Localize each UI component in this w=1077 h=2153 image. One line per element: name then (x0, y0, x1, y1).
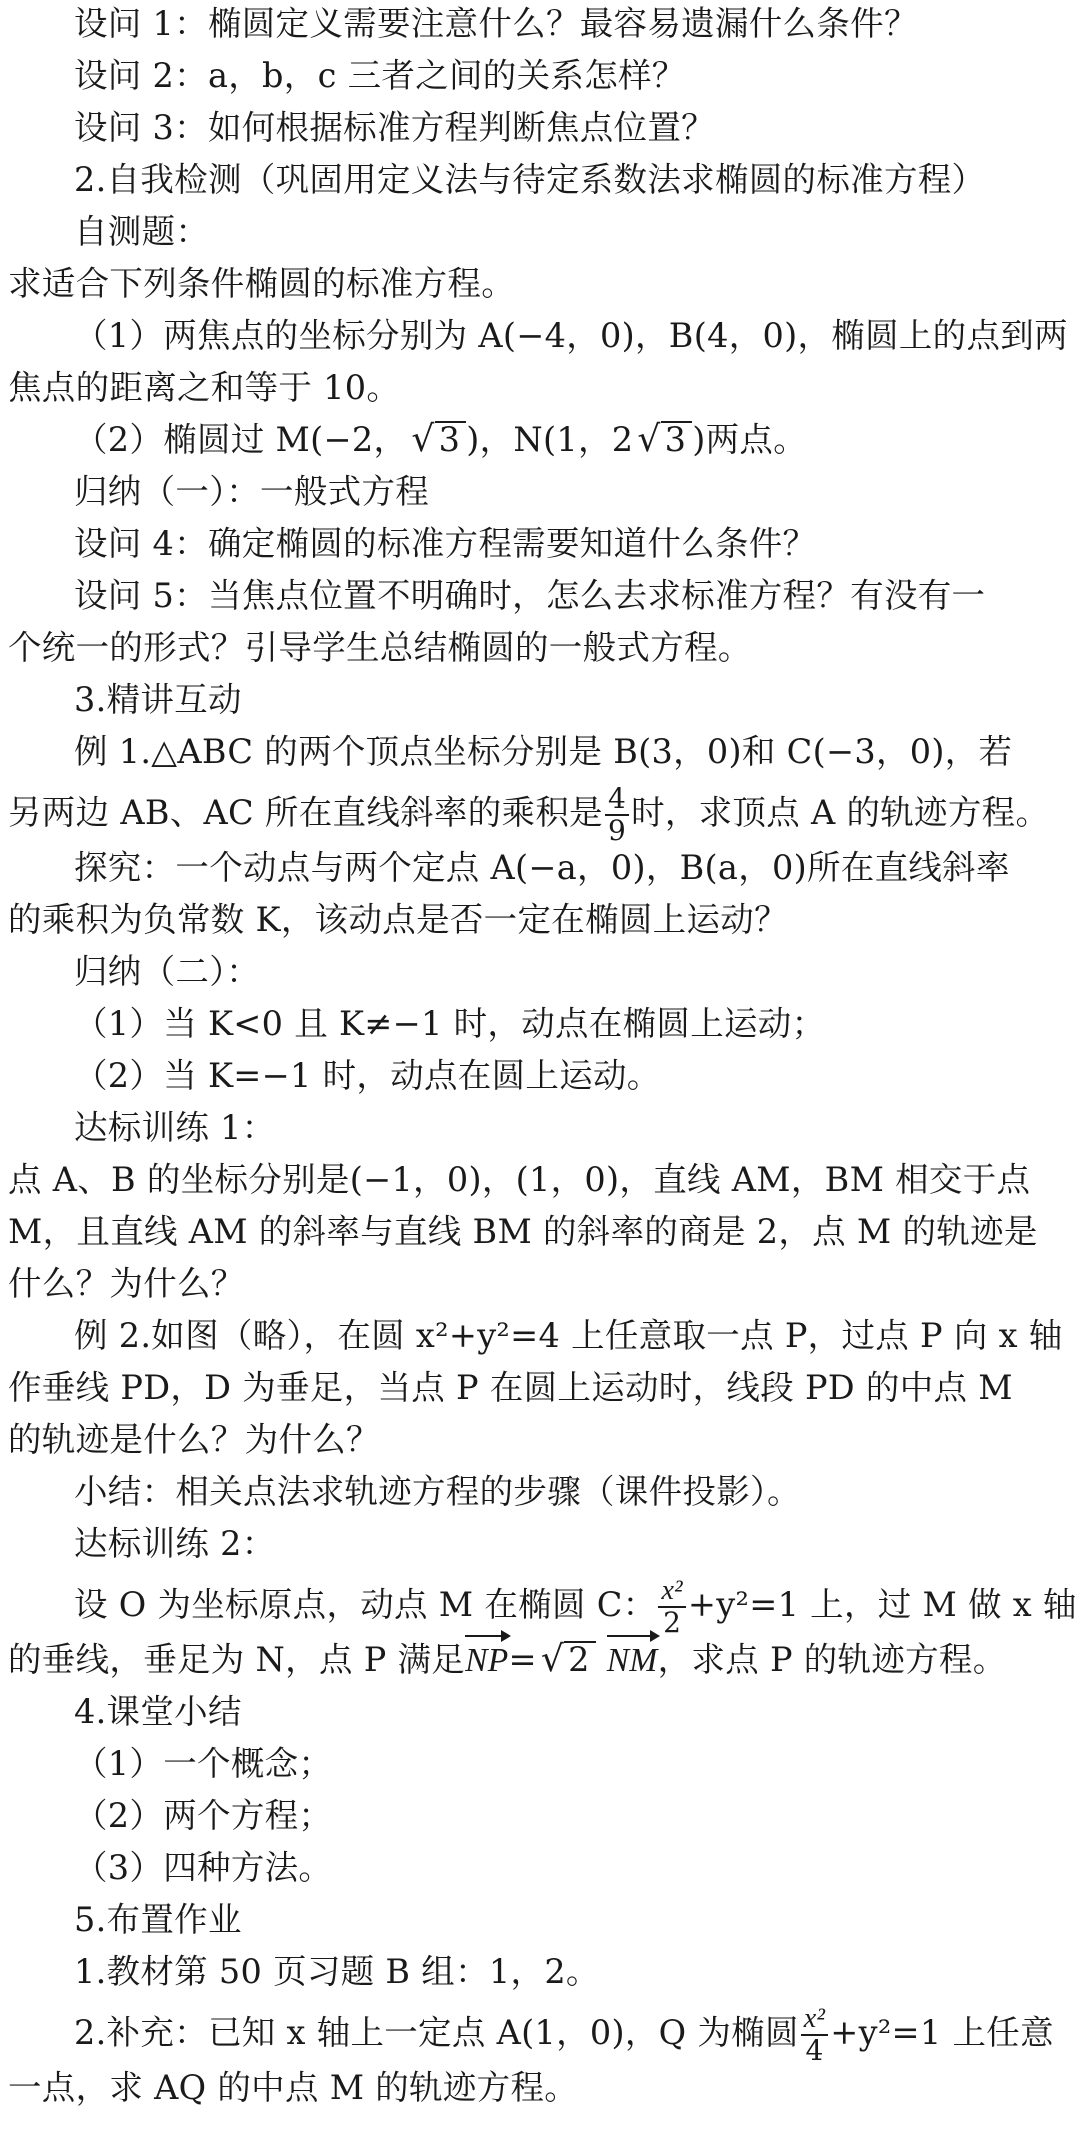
self-test-prompt: 求适合下列条件椭圆的标准方程。 (8, 264, 515, 303)
fraction-x2-over-2: $\frac{\text{x²}}{2}$ (658, 1576, 685, 1638)
sqrt-3-a: √ 3 (407, 420, 466, 460)
section-lecture: 3.精讲互动 (74, 680, 242, 719)
problem-2-suffix: )两点。 (692, 420, 808, 459)
example-1-prefix: 另两边 AB、AC 所在直线斜率的乘积是 (8, 793, 603, 832)
training-2-prefix: 设 O 为坐标原点，动点 M 在椭圆 C： (74, 1585, 657, 1624)
section-self-check: 2.自我检测（巩固用定义法与待定系数法求椭圆的标准方程） (74, 160, 986, 199)
problem-2 (0, 420, 1006, 460)
vector-np: NP (465, 1641, 508, 1681)
problem-1-line-1: （1）两焦点的坐标分别为 A(−4，0)，B(4，0)，椭圆上的点到两 (74, 316, 1068, 355)
training-1-line-3: 什么？为什么？ (8, 1264, 245, 1303)
summary-2-heading: 归纳（二）： (74, 952, 261, 991)
vector-arrow-icon (607, 1635, 658, 1647)
vector-nm: NM (607, 1641, 658, 1681)
section-homework: 5.布置作业 (74, 1900, 242, 1939)
homework-item-1: 1.教材第 50 页习题 B 组：1，2。 (74, 1952, 600, 1991)
class-summary-item-3: （3）四种方法。 (74, 1848, 333, 1887)
method-summary: 小结：相关点法求轨迹方程的步骤（课件投影）。 (74, 1472, 801, 1511)
training-2b-prefix: 的垂线，垂足为 N，点 P 满足 (8, 1640, 466, 1679)
question-5-line-1: 设问 5：当焦点位置不明确时，怎么去求标准方程？有没有一 (74, 576, 986, 615)
example-2-line-3: 的轨迹是什么？为什么？ (8, 1420, 380, 1459)
example-2-line-2: 作垂线 PD，D 为垂足，当点 P 在圆上运动时，线段 PD 的中点 M (8, 1368, 1013, 1407)
sqrt-3-b: √ 3 (633, 420, 692, 460)
example-2-line-1: 例 2.如图（略），在圆 x²+y²=4 上任意取一点 P，过点 P 向 x 轴 (74, 1316, 1063, 1355)
question-1: 设问 1：椭圆定义需要注意什么？最容易遗漏什么条件？ (74, 4, 918, 43)
self-test-heading: 自测题： (74, 212, 210, 251)
explore-line-1: 探究：一个动点与两个定点 A(−a，0)，B(a，0)所在直线斜率 (74, 848, 1010, 887)
sqrt-2: √ 2 (537, 1640, 596, 1680)
homework-item-2-line-2: 一点，求 AQ 的中点 M 的轨迹方程。 (8, 2068, 579, 2107)
training-1-line-1: 点 A、B 的坐标分别是(−1，0)，(1，0)，直线 AM，BM 相交于点 (8, 1160, 1031, 1199)
problem-1-line-2: 焦点的距离之和等于 10。 (8, 368, 401, 407)
class-summary-item-1: （1）一个概念； (74, 1744, 333, 1783)
question-2: 设问 2：a，b，c 三者之间的关系怎样？ (74, 56, 686, 95)
explore-line-2: 的乘积为负常数 K，该动点是否一定在椭圆上运动？ (8, 900, 788, 939)
example-1-line-2 (0, 782, 1050, 847)
homework-2-suffix: +y²=1 上任意 (830, 2013, 1054, 2052)
question-4: 设问 4：确定椭圆的标准方程需要知道什么条件？ (74, 524, 817, 563)
homework-2-prefix: 2.补充：已知 x 轴上一定点 A(1，0)，Q 为椭圆 (74, 2013, 799, 2052)
question-5-line-2: 个统一的形式？引导学生总结椭圆的一般式方程。 (8, 628, 752, 667)
training-2-suffix: +y²=1 上，过 M 做 x 轴 (687, 1585, 1077, 1624)
problem-2-prefix: （2）椭圆过 M(−2， (74, 420, 408, 459)
training-2-line-1 (0, 1575, 1077, 1639)
summary-2-item-1: （1）当 K<0 且 K≠−1 时，动点在椭圆上运动； (74, 1004, 826, 1043)
summary-2-item-2: （2）当 K=−1 时，动点在圆上运动。 (74, 1056, 661, 1095)
example-1-suffix: 时，求顶点 A 的轨迹方程。 (631, 793, 1050, 832)
equals-sign: = (508, 1640, 537, 1679)
vector-arrow-icon (465, 1635, 508, 1647)
problem-2-mid: )，N(1，2 (466, 420, 634, 459)
training-1-heading: 达标训练 1： (74, 1108, 276, 1147)
training-2b-suffix: ，求点 P 的轨迹方程。 (657, 1640, 1007, 1679)
question-3: 设问 3：如何根据标准方程判断焦点位置？ (74, 108, 715, 147)
summary-1-heading: 归纳（一）：一般式方程 (74, 472, 430, 511)
example-1-line-1: 例 1.△ABC 的两个顶点坐标分别是 B(3，0)和 C(−3，0)，若 (74, 732, 1013, 771)
section-class-summary: 4.课堂小结 (74, 1692, 242, 1731)
homework-item-2-line-1 (0, 2003, 1054, 2067)
training-2-heading: 达标训练 2： (74, 1524, 276, 1563)
training-2-line-2 (0, 1639, 1007, 1681)
class-summary-item-2: （2）两个方程； (74, 1796, 333, 1835)
training-1-line-2: M，且直线 AM 的斜率与直线 BM 的斜率的商是 2，点 M 的轨迹是 (8, 1212, 1038, 1251)
fraction-x2-over-4: $\frac{\text{x²}}{4}$ (801, 2004, 828, 2066)
fraction-4-9: $\frac{4}{9}$ (605, 784, 629, 846)
